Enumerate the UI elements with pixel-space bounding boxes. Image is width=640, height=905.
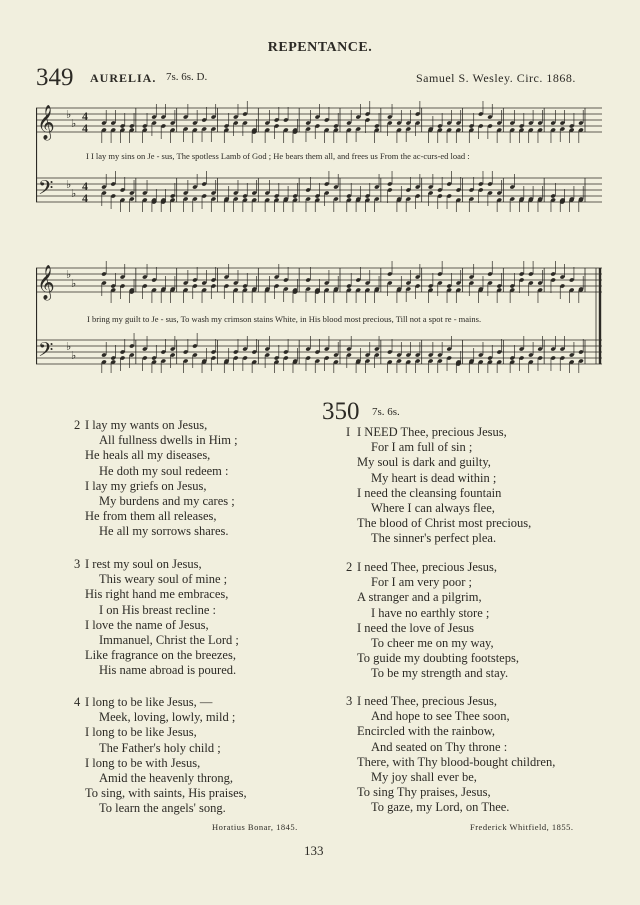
hymn-350-meter: 7s. 6s. — [372, 406, 400, 418]
svg-text:♭: ♭ — [71, 278, 77, 290]
stanza-line: For I am very poor ; — [371, 575, 473, 590]
stanza-line: I rest my soul on Jesus, — [85, 557, 202, 571]
stanza-line: I need the love of Jesus — [357, 620, 474, 635]
svg-text:♭: ♭ — [71, 188, 77, 200]
stanza-350-1 — [346, 425, 532, 547]
stanza-line: The Father's holy child ; — [99, 740, 221, 755]
lyrics-line-1: I I lay my sins on Je - sus, The spotless Lamb of God ; He bears them all, and frees us From the ac-curs-ed load : — [86, 151, 470, 161]
stanza-line: I long to be like Jesus, — — [85, 695, 213, 709]
stanza-line: My burdens and my cares ; — [99, 494, 235, 509]
stanza-line: I long to be like Jesus, — [85, 725, 197, 740]
page-number: 133 — [304, 843, 324, 858]
stanza-line: I love the name of Jesus, — [85, 617, 209, 632]
stanza-line: I lay my griefs on Jesus, — [85, 478, 207, 493]
stanza-line: Where I can always flee, — [371, 501, 495, 516]
stanza-line: This weary soul of mine ; — [99, 572, 228, 587]
stanza-line: I lay my wants on Jesus, — [85, 418, 208, 432]
bass-clef-icon: 𝄢 — [38, 176, 54, 204]
svg-text:♭: ♭ — [66, 109, 72, 121]
stanza-line: I long to be with Jesus, — [85, 755, 201, 770]
stanza-line: To gaze, my Lord, on Thee. — [371, 800, 510, 815]
stanza-line: My joy shall ever be, — [371, 770, 477, 785]
stanza-line: To sing Thy praises, Jesus, — [357, 785, 491, 800]
stanza-line: His right hand me embraces, — [85, 587, 229, 602]
svg-text:♭: ♭ — [66, 341, 72, 353]
stanza-line: To be my strength and stay. — [371, 666, 509, 681]
stanza-number: 2 — [346, 560, 353, 574]
stanza-line: And hope to see Thee soon, — [371, 709, 510, 724]
stanza-line: There, with Thy blood-bought children, — [357, 754, 556, 769]
svg-text:4: 4 — [82, 179, 88, 193]
stanza-line: All fullness dwells in Him ; — [99, 433, 238, 448]
stanza-line: The blood of Christ most precious, — [357, 516, 532, 531]
stanza-line: My heart is dead within ; — [371, 470, 497, 485]
stanza-line: His name abroad is poured. — [99, 663, 237, 678]
stanza-number: 2 — [74, 418, 81, 432]
bass-clef-icon: 𝄢 — [38, 338, 54, 366]
stanza-line: I need Thee, precious Jesus, — [357, 560, 498, 574]
stanza-line: To learn the angels' song. — [99, 801, 226, 816]
composer: Samuel S. Wesley. Circ. 1868. — [416, 71, 576, 85]
lyrics-line-2-text: I bring my guilt to Je - sus, To wash my crimson stains White, in His blood most precious, Till not a spot re - mains. — [87, 314, 482, 324]
stanza-line: A stranger and a pilgrim, — [357, 590, 482, 605]
hymn-number-350: 350 — [322, 398, 360, 425]
svg-text:♭: ♭ — [71, 350, 77, 362]
stanza-line: He from them all releases, — [85, 509, 217, 524]
tune-meter: 7s. 6s. D. — [166, 71, 208, 83]
stanza-line: The sinner's perfect plea. — [371, 531, 497, 546]
stanza-line: I on His breast recline : — [99, 602, 216, 617]
stanza-line: Meek, loving, lowly, mild ; — [99, 710, 236, 725]
stanza-line: He heals all my diseases, — [85, 448, 211, 463]
stanza-line: To guide my doubting footsteps, — [357, 651, 519, 666]
stanza-line: I need Thee, precious Jesus, — [357, 694, 498, 708]
treble-clef-icon: 𝄞 — [37, 265, 55, 300]
stanza-number: I — [346, 425, 351, 439]
stanza-349-4 — [74, 695, 247, 817]
tune-name: AURELIA. — [90, 71, 157, 85]
svg-text:♭: ♭ — [71, 118, 77, 130]
svg-text:4: 4 — [82, 191, 88, 205]
hymn-number-349: 349 — [36, 64, 74, 91]
stanza-line: He all my sorrows shares. — [99, 524, 229, 539]
stanza-number: 3 — [346, 694, 353, 708]
stanza-number: 3 — [74, 557, 81, 571]
stanza-line: I NEED Thee, precious Jesus, — [357, 425, 507, 439]
author-349: Horatius Bonar, 1845. — [212, 822, 298, 832]
stanza-350-2 — [346, 560, 519, 682]
notes-bass — [101, 333, 584, 373]
treble-staff — [36, 108, 602, 132]
stanza-line: To cheer me on my way, — [371, 636, 494, 651]
stanza-350-3 — [346, 694, 556, 816]
stanza-line: To sing, with saints, His praises, — [85, 786, 247, 801]
stanza-line: Encircled with the rainbow, — [357, 724, 496, 739]
author-350: Frederick Whitfield, 1855. — [470, 822, 574, 832]
section-title: REPENTANCE. — [267, 40, 373, 55]
stanza-line: My soul is dark and guilty, — [357, 455, 491, 470]
stanza-349-3 — [74, 557, 239, 679]
stanza-line: Like fragrance on the breezes, — [85, 648, 236, 663]
stanza-line: And seated on Thy throne : — [371, 739, 508, 754]
notes-bass — [101, 171, 584, 212]
notes-treble — [66, 261, 584, 362]
stanza-line: Amid the heavenly throng, — [99, 771, 233, 786]
stanza-number: 4 — [74, 695, 81, 709]
treble-clef-icon: 𝄞 — [37, 105, 55, 140]
svg-text:♭: ♭ — [66, 179, 72, 191]
stanza-line: I need the cleansing fountain — [357, 485, 502, 500]
stanza-line: Immanuel, Christ the Lord ; — [99, 633, 239, 648]
svg-text:♭: ♭ — [66, 269, 72, 281]
stanza-349-2 — [74, 418, 238, 540]
stanza-line: For I am full of sin ; — [371, 440, 473, 455]
svg-text:4: 4 — [82, 109, 88, 123]
stanza-line: I have no earthly store ; — [371, 605, 490, 620]
stanza-line: He doth my soul redeem : — [99, 463, 229, 478]
svg-text:4: 4 — [82, 121, 88, 135]
